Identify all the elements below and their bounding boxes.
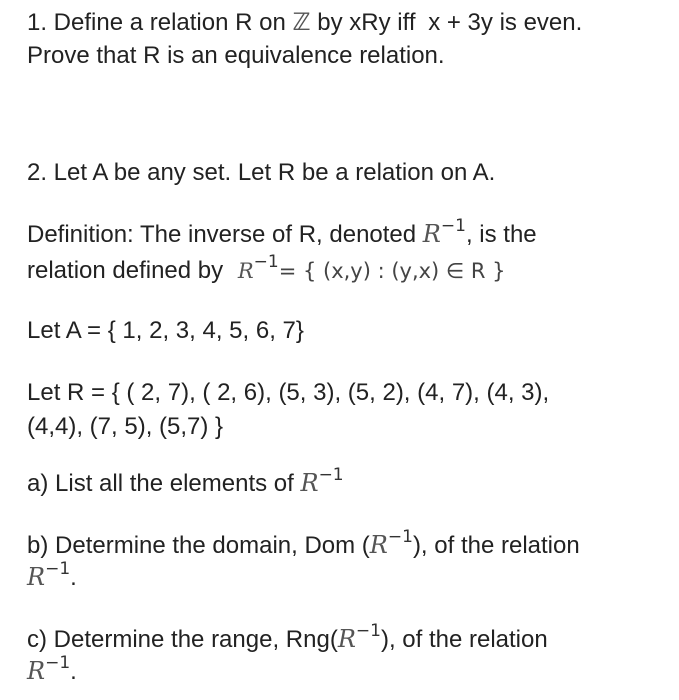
r-inverse-symbol: $R^{-1}$ [27,559,71,591]
q1-line-1 [27,7,582,38]
integers-symbol: ℤ [292,8,311,36]
part-c-line-2: $R^{-1}$. [27,653,77,685]
definition-text-2: relation defined by [27,257,224,284]
part-a [27,465,344,501]
definition-line-1: Definition: The inverse of R, denoted $R^{-1}$, is the [27,216,537,248]
set-builder-notation: = { (x,y) : (y,x) ∈ R } [278,259,506,283]
definition-line-2 [27,252,506,288]
r-inverse-symbol: $R^{-1}$ [237,252,279,283]
q1-expression: x + 3y is even. [428,9,583,36]
q1-line-2: Prove that R is an equivalence relation. [27,42,445,69]
part-a-text: a) List all the elements of [27,470,294,497]
definition-text: Definition: The inverse of R, denoted [27,221,417,248]
set-a-definition: Let A = { 1, 2, 3, 4, 5, 6, 7} [27,317,304,344]
set-r-line-1: Let R = { ( 2, 7), ( 2, 6), (5, 3), (5, 2), (4, 7), (4, 3), [27,379,550,406]
part-c-line-1: c) Determine the range, $Rng(R^{-1})$, of the relation [27,621,548,653]
r-inverse-symbol: $R^{-1}$ [369,527,413,559]
r-inverse-symbol: $R^{-1}$ [422,216,466,248]
q1-text-mid: by xRy iff [317,9,416,36]
part-c-text: c) Determine the range, Rng( [27,626,338,653]
r-inverse-symbol: $R^{-1}$ [27,653,71,685]
r-inverse-symbol: $R^{-1}$ [300,465,344,497]
q2-intro: 2. Let A be any set. Let R be a relation on A. [27,159,496,186]
part-b-line-2: $R^{-1}$. [27,559,77,591]
part-b-line-1: b) Determine the domain, Dom $(R^{-1})$, of the relation [27,527,580,559]
part-b-text: b) Determine the domain, Dom ( [27,532,370,559]
q1-text-pre: 1. Define a relation R on [27,9,286,36]
r-inverse-symbol: $R^{-1}$ [337,621,381,653]
set-r-line-2: (4,4), (7, 5), (5,7) } [27,413,224,440]
